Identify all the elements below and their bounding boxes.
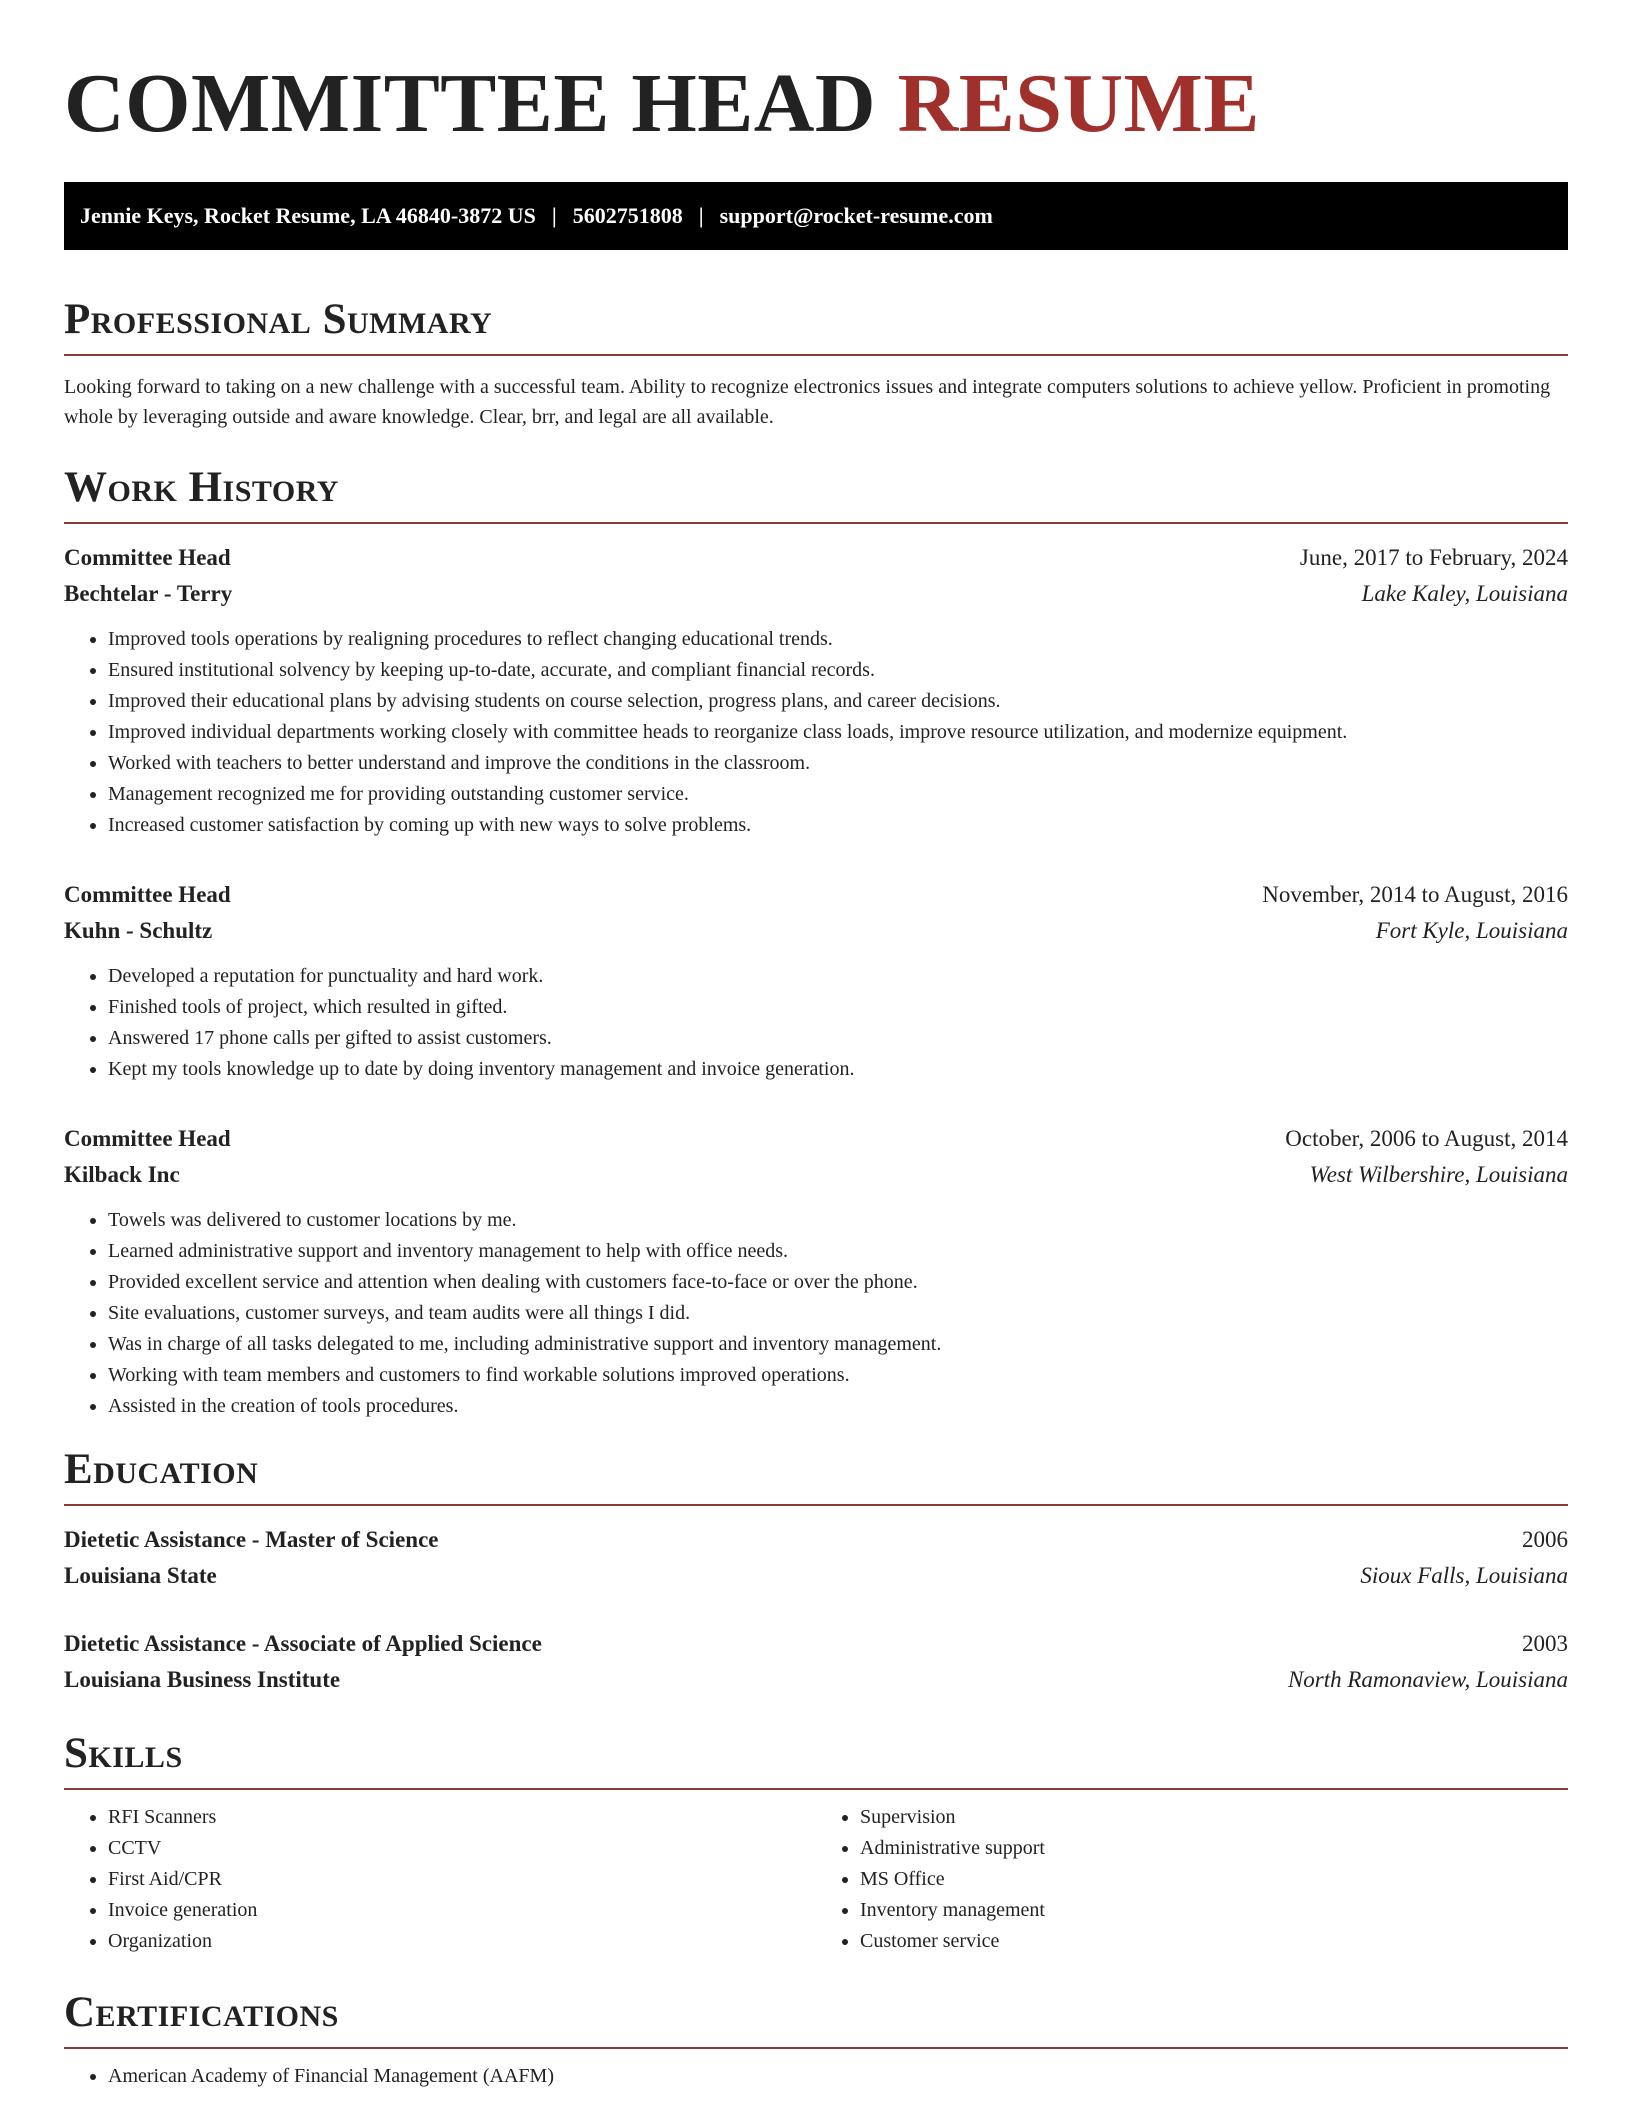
job-dates: November, 2014 to August, 2016 (1262, 882, 1568, 907)
list-item: • Invoice generation (108, 1895, 816, 1926)
title-main: COMMITTEE HEAD (64, 57, 877, 150)
job-location: Fort Kyle, Louisiana (1375, 918, 1568, 943)
section-divider (64, 1504, 1568, 1506)
job-bullets (64, 624, 1568, 841)
certifications-heading: Certifications (64, 1989, 339, 2036)
job-company-row (64, 1157, 1568, 1193)
skills-heading: Skills (64, 1730, 183, 1777)
certifications-section (64, 1987, 1568, 2092)
skills-grid (64, 1802, 1568, 1957)
job-entry (64, 540, 1568, 841)
contact-separator: | (551, 203, 557, 228)
certifications-list (64, 2061, 1568, 2092)
job-bullets (64, 1205, 1568, 1422)
education-degree: Dietetic Assistance - Master of Science (64, 1527, 439, 1552)
list-item: • Kept my tools knowledge up to date by doing inventory management and invoice generation. (108, 1054, 1568, 1085)
list-item: • Was in charge of all tasks delegated to me, including administrative support and inventory management. (108, 1329, 1568, 1360)
job-company-row (64, 913, 1568, 949)
job-company: Bechtelar - Terry (64, 581, 233, 606)
education-section (64, 1444, 1568, 1698)
education-entry (64, 1522, 1568, 1594)
summary-heading: Professional Summary (64, 296, 493, 343)
job-title: Committee Head (64, 882, 231, 907)
resume-title (64, 56, 1568, 152)
section-divider (64, 522, 1568, 524)
section-divider (64, 1788, 1568, 1790)
list-item: • Learned administrative support and inventory management to help with office needs. (108, 1236, 1568, 1267)
list-item: • Increased customer satisfaction by coming up with new ways to solve problems. (108, 810, 1568, 841)
list-item: • RFI Scanners (108, 1802, 816, 1833)
contact-bar (64, 182, 1568, 250)
list-item: • Worked with teachers to better understand and improve the conditions in the classroom. (108, 748, 1568, 779)
list-item: • Improved tools operations by realigning procedures to reflect changing educational trends. (108, 624, 1568, 655)
job-title-row (64, 540, 1568, 576)
education-school-row (64, 1558, 1568, 1594)
job-bullets (64, 961, 1568, 1085)
list-item: • Ensured institutional solvency by keeping up-to-date, accurate, and compliant financial records. (108, 655, 1568, 686)
skills-section (64, 1728, 1568, 1957)
list-item: • Assisted in the creation of tools procedures. (108, 1391, 1568, 1422)
education-degree-row (64, 1626, 1568, 1662)
list-item: • Customer service (860, 1926, 1568, 1957)
job-company: Kilback Inc (64, 1162, 180, 1187)
job-title-row (64, 1121, 1568, 1157)
education-school: Louisiana State (64, 1563, 217, 1588)
work-heading: Work History (64, 464, 339, 511)
education-location: Sioux Falls, Louisiana (1360, 1563, 1568, 1588)
section-divider (64, 354, 1568, 356)
job-title: Committee Head (64, 1126, 231, 1151)
list-item: • MS Office (860, 1864, 1568, 1895)
work-section (64, 462, 1568, 1422)
skills-list-left (64, 1802, 816, 1957)
job-entry (64, 1121, 1568, 1422)
education-entry (64, 1626, 1568, 1698)
job-dates: June, 2017 to February, 2024 (1299, 545, 1568, 570)
list-item: • Organization (108, 1926, 816, 1957)
list-item: • American Academy of Financial Management (AAFM) (108, 2061, 1568, 2092)
list-item: • Supervision (860, 1802, 1568, 1833)
list-item: • Answered 17 phone calls per gifted to assist customers. (108, 1023, 1568, 1054)
list-item: • Provided excellent service and attention when dealing with customers face-to-face or over the phone. (108, 1267, 1568, 1298)
summary-section (64, 294, 1568, 432)
list-item: • Finished tools of project, which resulted in gifted. (108, 992, 1568, 1023)
education-heading: Education (64, 1446, 259, 1493)
education-location: North Ramonaview, Louisiana (1287, 1667, 1568, 1692)
contact-email: support@rocket-resume.com (719, 203, 993, 228)
list-item: • Inventory management (860, 1895, 1568, 1926)
title-accent: RESUME (897, 57, 1260, 150)
list-item: • Working with team members and customers to find workable solutions improved operations. (108, 1360, 1568, 1391)
list-item: • Improved their educational plans by advising students on course selection, progress plans, and career decisions. (108, 686, 1568, 717)
contact-phone: 5602751808 (572, 203, 683, 228)
job-company-row (64, 576, 1568, 612)
contact-separator: | (698, 203, 704, 228)
job-location: West Wilbershire, Louisiana (1309, 1162, 1568, 1187)
education-school-row (64, 1662, 1568, 1698)
job-title: Committee Head (64, 545, 231, 570)
list-item: • Developed a reputation for punctuality and hard work. (108, 961, 1568, 992)
list-item: • Site evaluations, customer surveys, and team audits were all things I did. (108, 1298, 1568, 1329)
job-dates: October, 2006 to August, 2014 (1285, 1126, 1568, 1151)
list-item: • Improved individual departments working closely with committee heads to reorganize class loads, improve resource utilization, and modernize equipment. (108, 717, 1568, 748)
education-school: Louisiana Business Institute (64, 1667, 341, 1692)
list-item: • Towels was delivered to customer locations by me. (108, 1205, 1568, 1236)
education-degree: Dietetic Assistance - Associate of Applied Science (64, 1631, 542, 1656)
job-entry (64, 877, 1568, 1085)
list-item: • CCTV (108, 1833, 816, 1864)
education-year: 2003 (1522, 1631, 1568, 1656)
list-item: • First Aid/CPR (108, 1864, 816, 1895)
contact-address: Jennie Keys, Rocket Resume, LA 46840-3872 US (80, 203, 536, 228)
skills-list-right (816, 1802, 1568, 1957)
list-item: • Management recognized me for providing outstanding customer service. (108, 779, 1568, 810)
job-company: Kuhn - Schultz (64, 918, 213, 943)
list-item: • Administrative support (860, 1833, 1568, 1864)
section-divider (64, 2047, 1568, 2049)
education-year: 2006 (1522, 1527, 1568, 1552)
education-degree-row (64, 1522, 1568, 1558)
job-location: Lake Kaley, Louisiana (1361, 581, 1568, 606)
job-title-row (64, 877, 1568, 913)
summary-text: Looking forward to taking on a new challenge with a successful team. Ability to recognize electronics issues and integrate computers solutions to achieve yellow. Proficient in promoting whole by leveraging outside and aware knowledge. Clear, brr, and legal are all available. (64, 376, 1551, 428)
